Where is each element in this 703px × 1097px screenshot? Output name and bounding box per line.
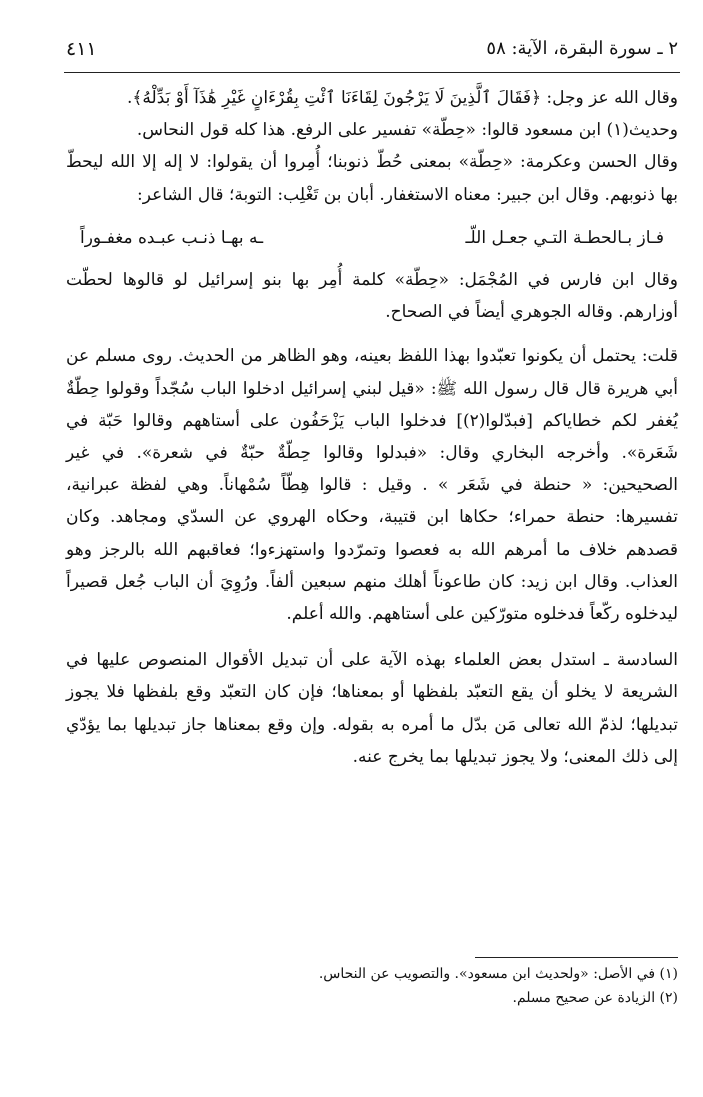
- footnote-2: (٢) الزيادة عن صحيح مسلم.: [512, 990, 678, 1006]
- header-rule: [64, 72, 680, 73]
- verse-first-hemistich: فـاز بـالحطـة التـي جعـل اللّـ: [465, 227, 664, 248]
- paragraph-hasan-ikrima: وقال الحسن وعكرمة: «حِطّة» بمعنى حُطّ ذنوبنا؛ أُمِروا أن يقولوا: لا إله إلا الله ليحطّ بها ذنوبهم. وقال ابن جبير: معناه الاستغفار. أبان بن تَغْلِب: التوبة؛ قال الشاعر:: [66, 152, 678, 205]
- main-text: [66, 82, 678, 773]
- page-number: ٤١١: [66, 38, 97, 60]
- verse-second-hemistich: ـه بهـا ذنـب عبـده مغفـوراً: [80, 227, 264, 248]
- paragraph-ibn-masud: وحديث(١) ابن مسعود قالوا: «حِطّة» تفسير على الرفع. هذا كله قول النحاس.: [136, 120, 678, 141]
- paragraph-quran-verse: وقال الله عز وجل: ﴿فَقَالَ ٱلَّذِينَ لَا يَرْجُونَ لِقَاءَنَا ٱئْتِ بِقُرْءَانٍ غَيْرِ هَٰذَآ أَوْ بَدِّلْهُ﴾.: [127, 88, 678, 108]
- poetry-verse: [66, 222, 678, 254]
- paragraph-qultu: قلت: يحتمل أن يكونوا تعبّدوا بهذا اللفظ بعينه، وهو الظاهر من الحديث. روى مسلم عن أبي هريرة قال قال رسول الله ﷺ: «قيل لبني إسرائيل ادخلوا الباب سُجّداً وقولوا حِطّةٌ يُغفر لكم خطاياكم [فبدّلوا(٢)] فدخلوا الباب يَزْحَفُون على أستاههم وقالوا حَبّة في شَعَرة». وأخرجه البخاري وقال: «فبدلوا وقالوا حِطّةٌ حبّةٌ في شعرة». في غير الصحيحين: « حنطة في شَعَر » . وقيل : قالوا هِطّاً سُمْهاناً. وهي لفظة عبرانية، تفسيرها: حنطة حمراء؛ حكاها ابن قتيبة، وحكاه الهروي عن السدّي ومجاهد. وكان قصدهم خلاف ما أمرهم الله به فعصوا وتمرّدوا واستهزءوا؛ فعاقبهم الله بالرجز وهو العذاب. وقال ابن زيد: كان طاعوناً أهلك منهم سبعين ألفاً. ورُوِيَ أن الباب جُعل قصيراً ليدخلوه ركّعاً فدخلوه متورّكين على أستاههم. والله أعلم.: [66, 346, 678, 625]
- paragraph-gap: [66, 328, 678, 340]
- paragraph-ibn-faris: وقال ابن فارس في المُجْمَل: «حِطّة» كلمة أُمِر بها بنو إسرائيل لو قالوها لحطّت أوزارهم. وقاله الجوهري أيضاً في الصحاح.: [66, 270, 678, 323]
- running-title: ٢ ـ سورة البقرة، الآية: ٥٨: [486, 38, 678, 59]
- footnote-rule: [475, 957, 678, 958]
- paragraph-sixth-issue: السادسة ـ استدل بعض العلماء بهذه الآية على أن تبديل الأقوال المنصوص عليها في الشريعة لا يخلو أن يقع التعبّد بلفظها أو بمعناها؛ فإن كان التعبّد وقع بلفظها فلا يجوز تبديلها؛ لذمّ الله تعالى مَن بدّل ما أمره به بقوله. وإن وقع بمعناها جاز تبديلها بما يؤدّي إلى ذلك المعنى؛ ولا يجوز تبديلها بما يخرج عنه.: [66, 650, 678, 767]
- paragraph-gap: [66, 630, 678, 644]
- running-header: [66, 38, 678, 68]
- footnotes: [66, 962, 678, 1010]
- footnote-1: (١) في الأصل: «ولحديث ابن مسعود». والتصويب عن النحاس.: [318, 966, 678, 982]
